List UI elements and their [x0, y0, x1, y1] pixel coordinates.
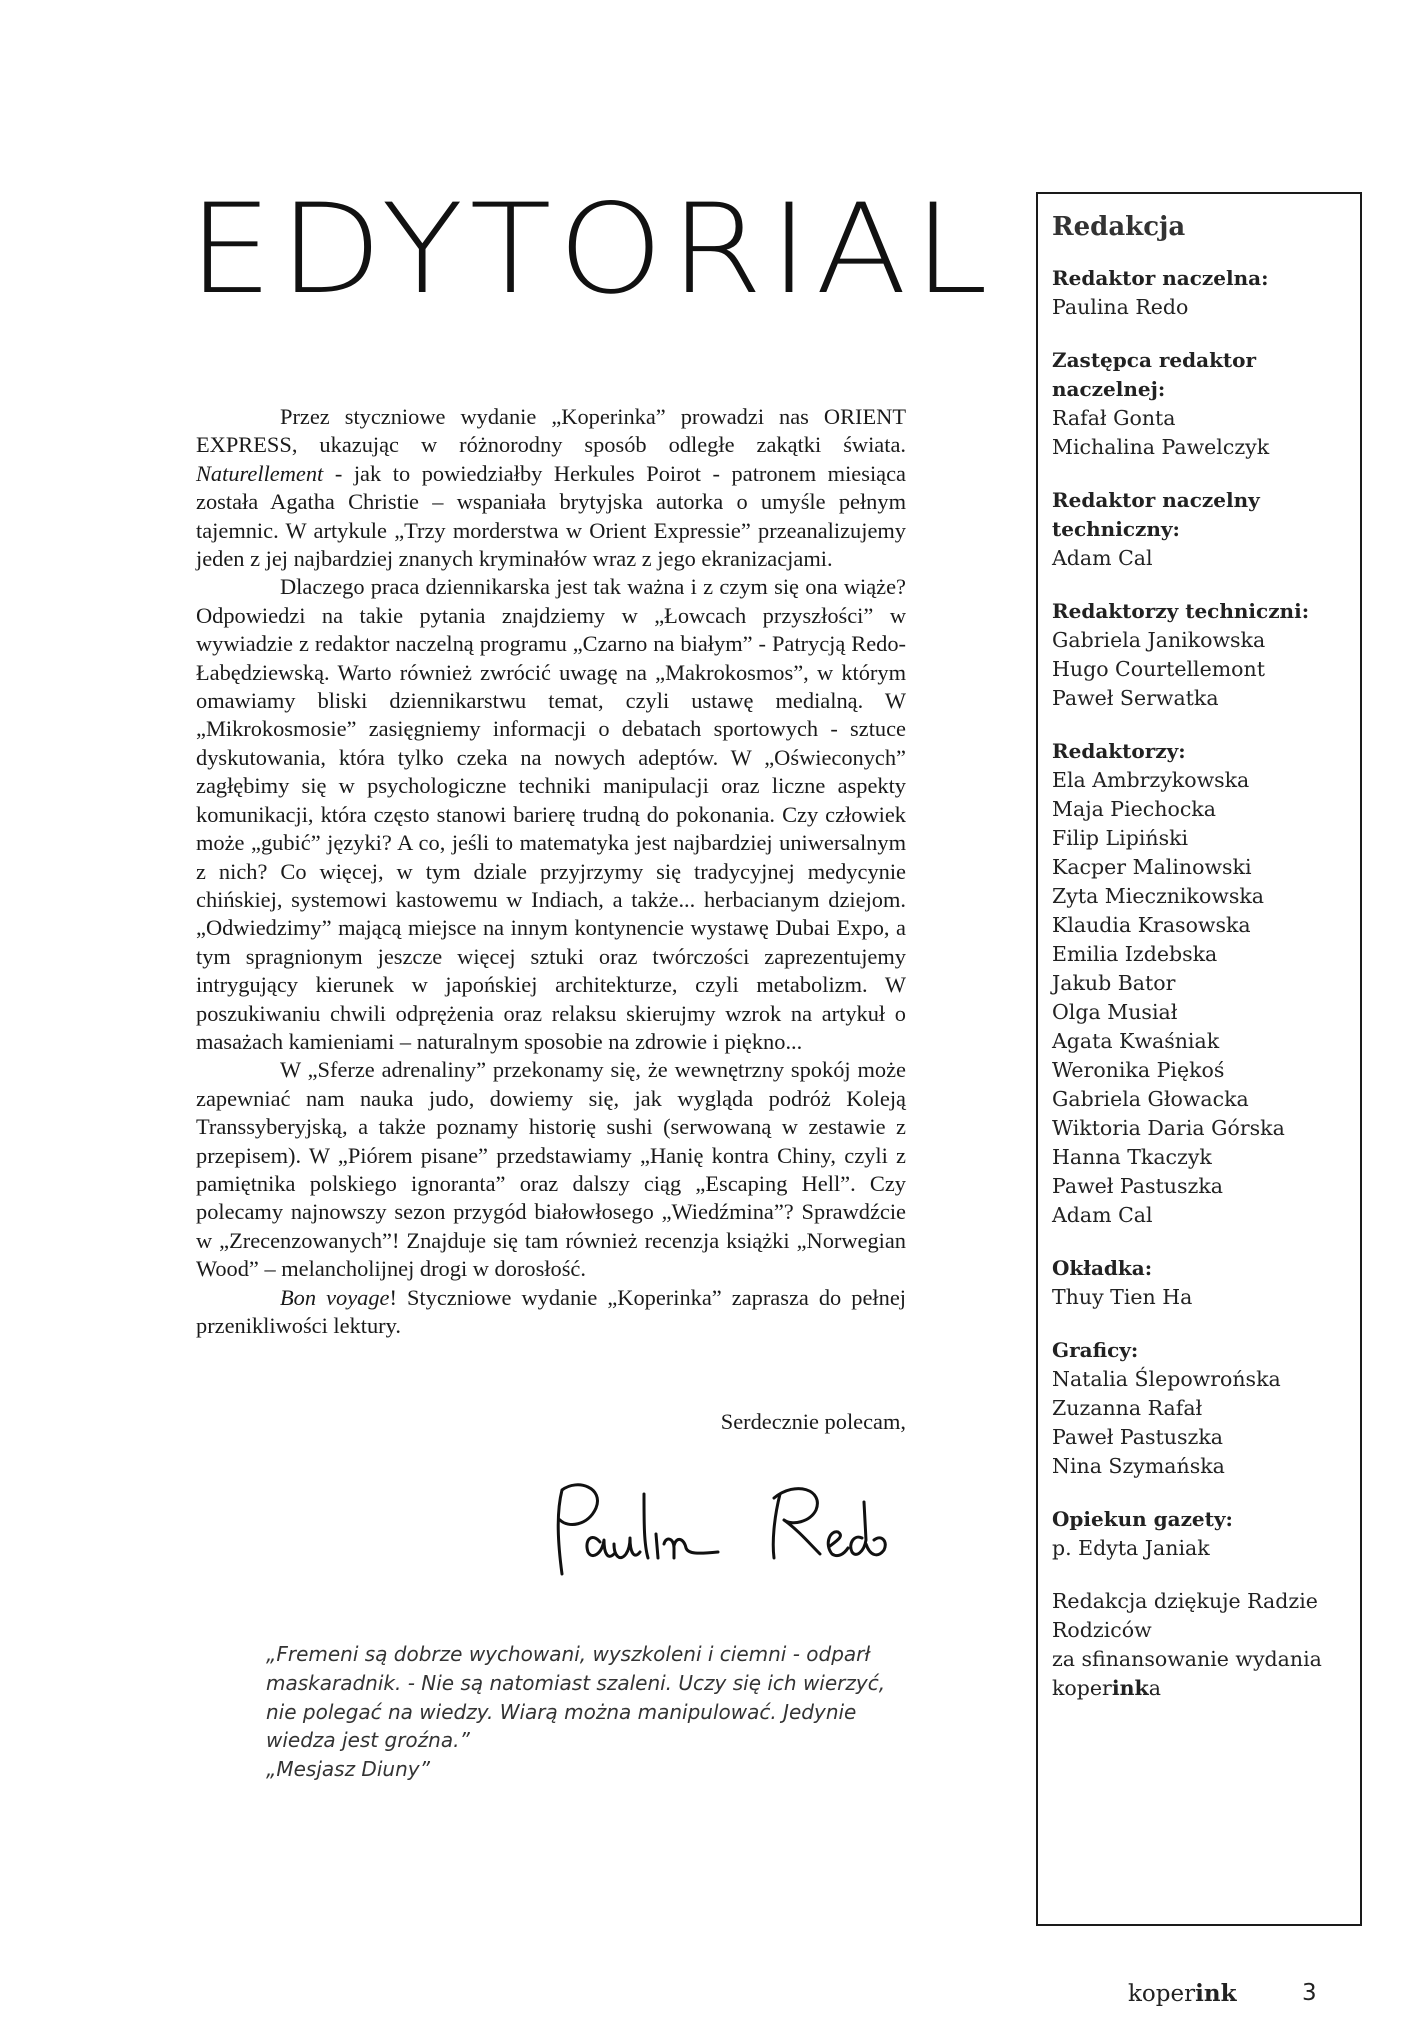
signature-image [548, 1474, 898, 1584]
staff-name: Filip Lipiński [1052, 826, 1189, 850]
closing-line: Serdecznie polecam, [720, 1409, 906, 1434]
staff-section [1052, 264, 1346, 322]
staff-name: p. Edyta Janiak [1052, 1536, 1210, 1560]
staff-role: Graficy: [1052, 1338, 1139, 1362]
editorial-paragraph-1: Przez styczniowe wydanie „Koperinka” prowadzi nas ORIENT EXPRESS, ukazując w różnorodny sposób odległe zakątki świata. Naturellement - jak to powiedziałby Herkules Poirot - patronem miesiąca została Agatha Christie – wspaniała brytyjska autorka o umyśle pełnym tajemnic. W artykule „Trzy morderstwa w Orient Expressie” przeanalizujemy jeden z jej najbardziej znanych kryminałów wraz z jego ekranizacjami. [196, 404, 906, 572]
staff-name: Zuzanna Rafał [1052, 1396, 1203, 1420]
staff-name: Jakub Bator [1052, 971, 1176, 995]
staff-name: Nina Szymańska [1052, 1454, 1225, 1478]
quote-source: „Mesjasz Diuny” [266, 1757, 430, 1782]
staff-name: Adam Cal [1052, 546, 1153, 570]
staff-role: Opiekun gazety: [1052, 1507, 1233, 1531]
staff-name: Gabriela Głowacka [1052, 1087, 1249, 1111]
staff-name: Wiktoria Daria Górska [1052, 1116, 1285, 1140]
staff-name: Ela Ambrzykowska [1052, 768, 1250, 792]
staff-name: Natalia Ślepowrońska [1052, 1367, 1281, 1391]
staff-role: Redaktor naczelna: [1052, 266, 1269, 290]
staff-section [1052, 1505, 1346, 1563]
staff-name: Paulina Redo [1052, 295, 1189, 319]
staff-name: Olga Musiał [1052, 1000, 1178, 1024]
staff-role: Redaktorzy: [1052, 739, 1186, 763]
staff-section [1052, 1254, 1346, 1312]
staff-role: Okładka: [1052, 1256, 1153, 1280]
staff-section [1052, 486, 1346, 573]
svg-text:Paulina Redo: Paulina Redo [548, 1474, 554, 1475]
staff-name: Weronika Piękoś [1052, 1058, 1225, 1082]
page-title: EDYTORIAL [188, 178, 995, 322]
staff-name: Hanna Tkaczyk [1052, 1145, 1212, 1169]
staff-name: Paweł Pastuszka [1052, 1425, 1223, 1449]
staff-role: Zastępca redaktor naczelnej: [1052, 348, 1257, 401]
editorial-paragraph-3: W „Sferze adrenaliny” przekonamy się, że wewnętrzny spokój może zapewniać nam nauka judo, dowiemy się, jak wygląda podróż Koleją Transsyberyjską, a także poznamy historię sushi (serwowaną w zestawie z przepisem). W „Piórem pisane” przedstawiamy „Hanię kontra Chiny, czyli z pamiętnika polskiego ignoranta” oraz dalszy ciąg „Escaping Hell”. Czy polecamy najnowszy sezon przygód białowłosego „Wiedźmina”? Sprawdźcie w „Zrecenzowanych”! Znajduje się tam również recenzja książki „Norwegian Wood” – melancholijnej drogi w dorosłość. [196, 1057, 906, 1282]
editorial-staff-box [1036, 192, 1362, 1926]
editorial-paragraph-2: Dlaczego praca dziennikarska jest tak ważna i z czym się ona wiąże? Odpowiedzi na takie pytania znajdziemy w „Łowcach przyszłości” w wywiadzie z redaktor naczelną programu „Czarno na białym” - Patrycją Redo-Łabędziewską. Warto również zwrócić uwagę na „Makrokosmos”, w którym omawiamy bliski dziennikarstwu temat, czyli ustawę medialną. W „Mikrokosmosie” zasięgniemy informacji o debatach sportowych - sztuce dyskutowania, która tylko czeka na nowych adeptów. W „Oświeconych” zagłębimy się w psychologiczne techniki manipulacji oraz liczne aspekty komunikacji, która często stanowi barierę trudną do pokonania. Czy człowiek może „gubić” języki? A co, jeśli to matematyka jest najbardziej uniwersalnym z nich? Co więcej, w tym dziale przyjrzymy się tradycyjnej medycynie chińskiej, systemowi kastowemu w Indiach, a także... herbacianym dziejom. „Odwiedzimy” mającą miejsce na innym kontynencie wystawę Dubai Expo, a tym spragnionym jeszcze więcej sztuki oraz twórczości zaprezentujemy intrygujący kierunek w japońskiej architekturze, czyli metabolizm. W poszukiwaniu chwili odprężenia oraz relaksu skierujmy wzrok na artykuł o masażach kamieniami – naturalnym sposobie na zdrowie i piękno... [196, 574, 906, 1054]
staff-role: Redaktorzy techniczni: [1052, 599, 1310, 623]
staff-name: Paweł Pastuszka [1052, 1174, 1223, 1198]
staff-section [1052, 597, 1346, 713]
staff-name: Emilia Izdebska [1052, 942, 1218, 966]
page-number: 3 [1302, 1980, 1317, 2006]
editorial-paragraph-4: Bon voyage! Styczniowe wydanie „Koperinka” zaprasza do pełnej przenikliwości lektury. [196, 1284, 906, 1338]
staff-name: Hugo Courtellemont [1052, 657, 1265, 681]
staff-name: Kacper Malinowski [1052, 855, 1252, 879]
quote-block [266, 1640, 896, 1784]
editorial-body [196, 403, 906, 1340]
staff-section [1052, 1336, 1346, 1481]
staff-name: Michalina Pawelczyk [1052, 435, 1270, 459]
quote-text: „Fremeni są dobrze wychowani, wyszkoleni i ciemni - odparł maskaradnik. - Nie są natomiast szaleni. Uczy się ich wierzyć, nie polegać na wiedzy. Wiarą można manipulować. Jedynie wiedza jest groźna.” [266, 1642, 886, 1753]
staff-role: Redaktor naczelny techniczny: [1052, 488, 1260, 541]
staff-name: Klaudia Krasowska [1052, 913, 1251, 937]
staff-sections [1052, 264, 1346, 1563]
staff-name: Gabriela Janikowska [1052, 628, 1266, 652]
staff-name: Paweł Serwatka [1052, 686, 1219, 710]
staff-name: Maja Piechocka [1052, 797, 1216, 821]
staff-section [1052, 346, 1346, 462]
footer-brand: koperink [1128, 1980, 1237, 2007]
staff-name: Thuy Tien Ha [1052, 1285, 1193, 1309]
staff-name: Agata Kwaśniak [1052, 1029, 1220, 1053]
thanks-note: Redakcja dziękuje Radzie Rodziców za sfinansowanie wydania koperinka [1052, 1587, 1346, 1703]
staff-section [1052, 737, 1346, 1230]
staff-name: Rafał Gonta [1052, 406, 1176, 430]
staff-name: Adam Cal [1052, 1203, 1153, 1227]
staff-name: Zyta Miecznikowska [1052, 884, 1264, 908]
brand-name: koperinka [1052, 1676, 1161, 1700]
sidebar-heading: Redakcja [1052, 212, 1186, 242]
